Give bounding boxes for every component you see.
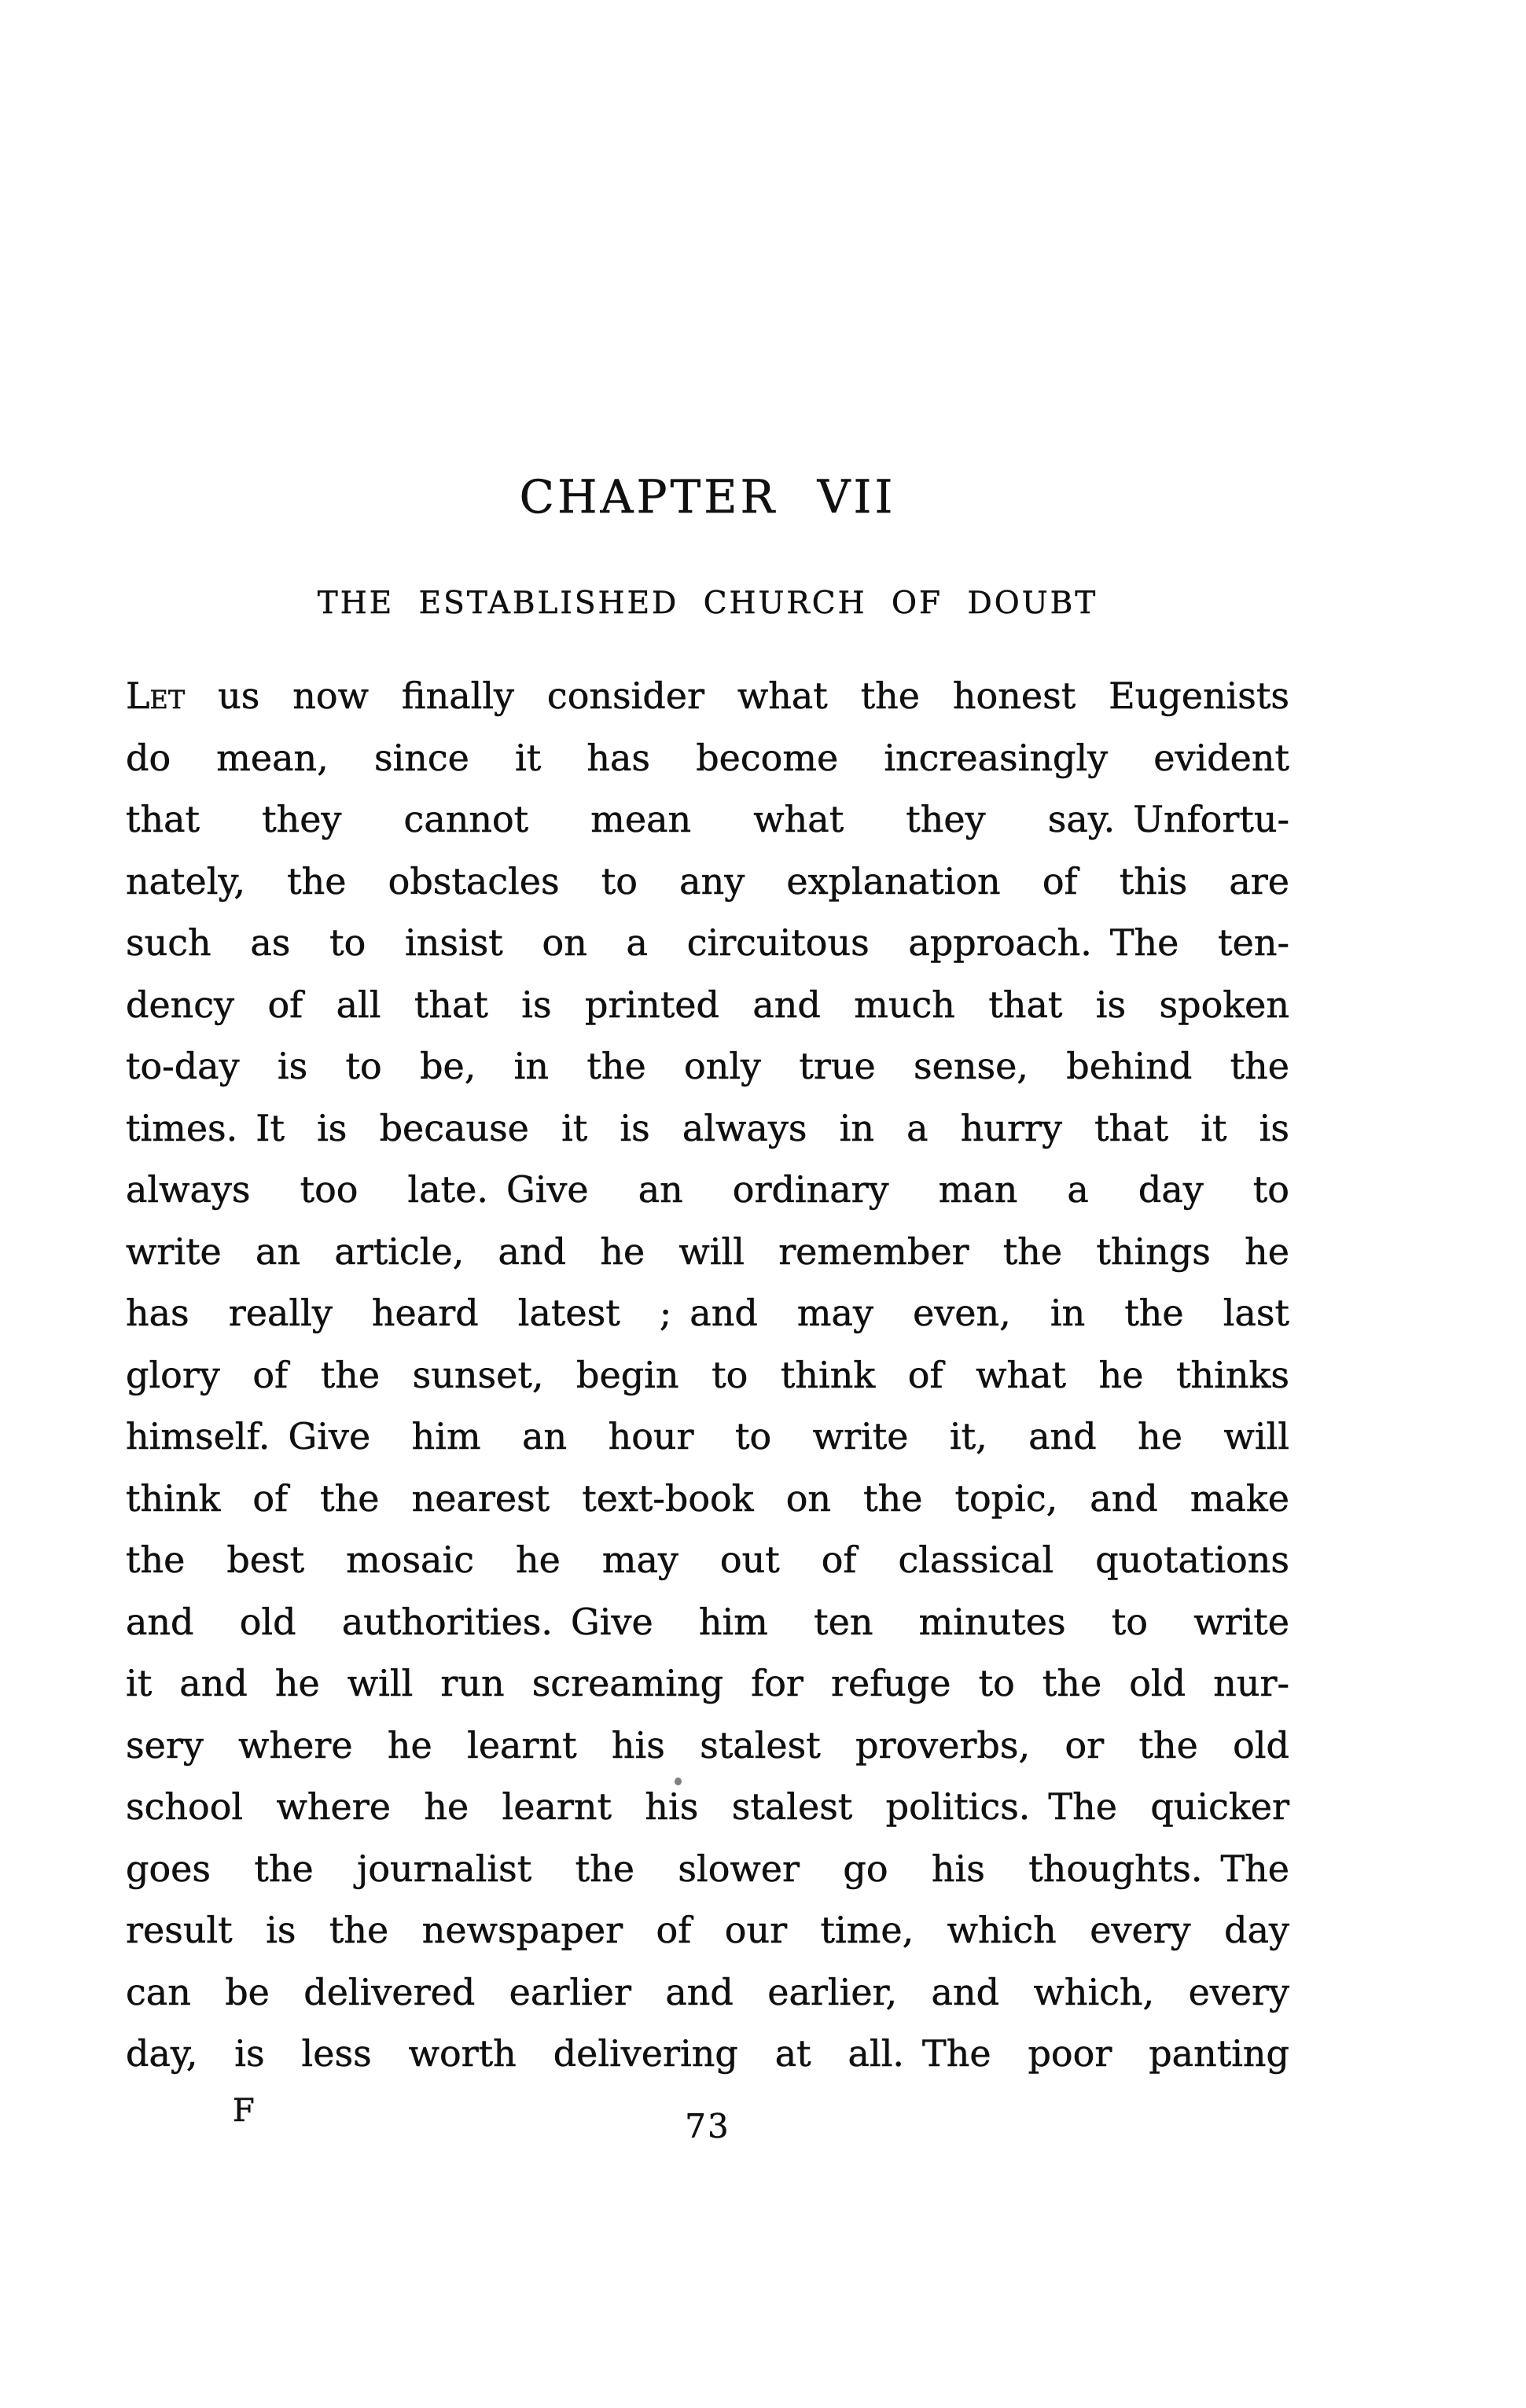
body-line: do mean, since it has become increasingly evident	[126, 736, 1289, 779]
body-line: dency of all that is printed and much that is spoken	[126, 983, 1289, 1026]
body-line: school where he learnt his stalest politics. The quicker	[126, 1785, 1289, 1828]
body-line: glory of the sunset, begin to think of what he thinks	[126, 1353, 1289, 1396]
body-line: the best mosaic he may out of classical quotations	[126, 1539, 1289, 1581]
body-line: think of the nearest text-book on the topic, and make	[126, 1476, 1289, 1520]
text-column	[126, 0, 1289, 2408]
print-speck-artifact	[675, 1778, 682, 1785]
body-line: write an article, and he will remember the things he	[126, 1230, 1289, 1273]
body-line: has really heard latest ; and may even, in the last	[126, 1292, 1289, 1334]
body-line: to-day is to be, in the only true sense, behind the	[126, 1045, 1289, 1087]
body-line: that they cannot mean what they say. Unfortu-	[126, 798, 1289, 840]
body-line: result is the newspaper of our time, which every day	[126, 1909, 1289, 1951]
lead-word-small-caps: Let	[126, 675, 186, 717]
body-line-text: us now finally consider what the honest Eugenists	[218, 675, 1289, 717]
body-line: day, is less worth delivering at all. The poor panting	[126, 2032, 1289, 2075]
body-line: himself. Give him an hour to write it, and he will	[126, 1415, 1289, 1458]
page-number: 73	[685, 2107, 730, 2145]
page-footer	[126, 2093, 1289, 2148]
body-line	[126, 665, 1289, 727]
body-line: goes the journalist the slower go his thoughts. The	[126, 1847, 1289, 1890]
body-line: it and he will run screaming for refuge to the old nur-	[126, 1662, 1289, 1704]
body-line: sery where he learnt his stalest proverbs, or the old	[126, 1723, 1289, 1766]
body-line: times. It is because it is always in a hurry that it is	[126, 1106, 1289, 1149]
body-text	[126, 665, 1289, 2085]
body-line: and old authorities. Give him ten minutes to write	[126, 1600, 1289, 1643]
body-line: nately, the obstacles to any explanation of this are	[126, 859, 1289, 903]
signature-mark: F	[233, 2093, 255, 2129]
body-line: always too late. Give an ordinary man a day to	[126, 1168, 1289, 1211]
body-line: can be delivered earlier and earlier, and which, every	[126, 1970, 1289, 2013]
chapter-title: CHAPTER VII	[519, 470, 896, 524]
body-line: such as to insist on a circuitous approach. The ten-	[126, 921, 1289, 964]
section-title: THE ESTABLISHED CHURCH OF DOUBT	[317, 586, 1098, 621]
